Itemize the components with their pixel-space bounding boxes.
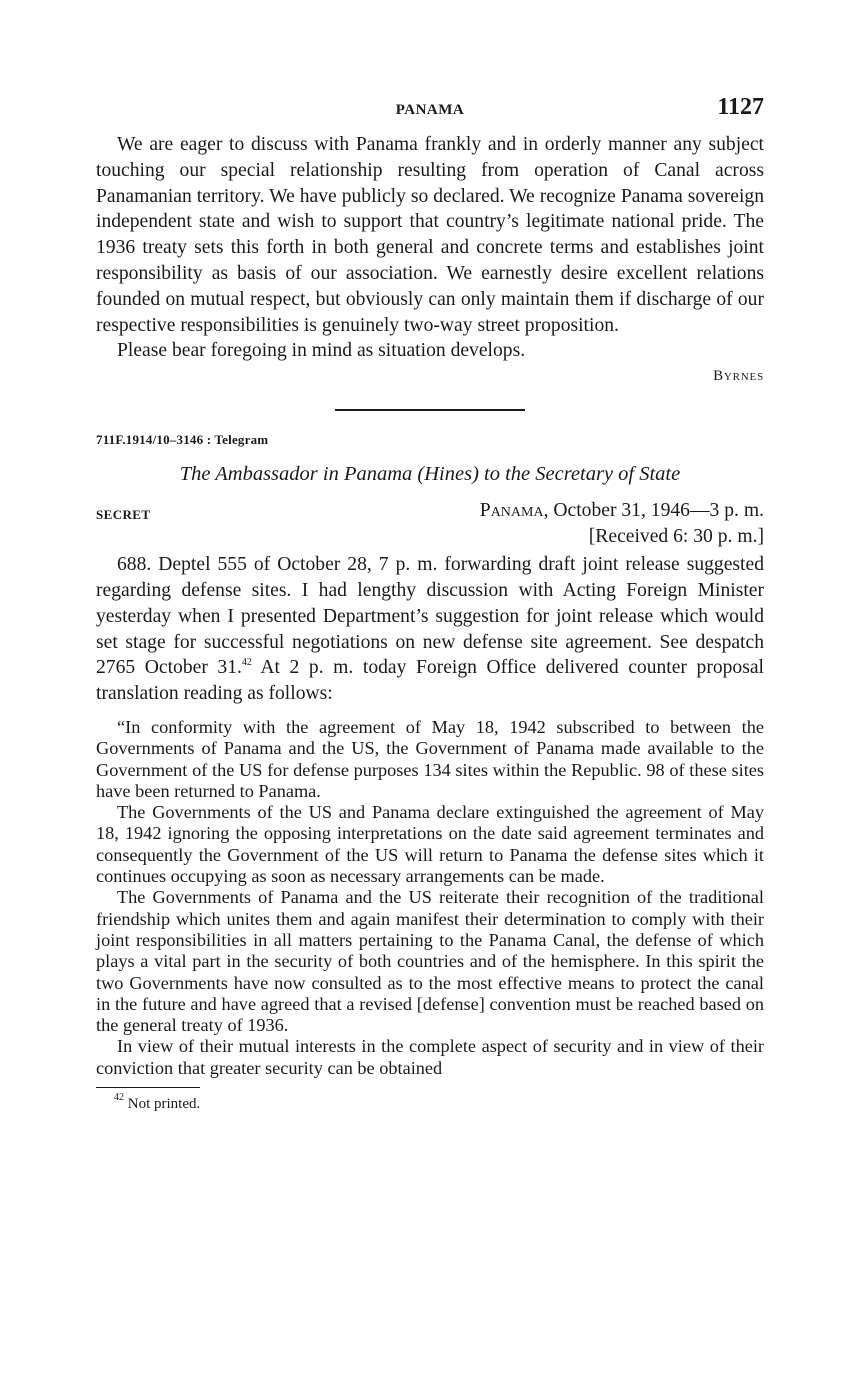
- telegram-text-part-2: At 2 p. m. today Foreign Office delivered counter proposal translation reading as follows:: [96, 657, 764, 705]
- quote-paragraph-4: In view of their mutual interests in the complete aspect of security and in view of their conviction that greater security can be obtained: [96, 1036, 764, 1078]
- footnote-divider: [96, 1087, 200, 1088]
- dateline-place: Panama,: [479, 500, 549, 522]
- telegram-paragraph: [96, 552, 764, 707]
- signature: Byrnes: [713, 368, 764, 385]
- quote-paragraph-2: The Governments of the US and Panama declare extinguished the agreement of May 18, 1942 ignoring the opposing interpretations on the date said agreement terminates and consequently the Government of the US will return to Panama the defense sites which it continues occupying as soon as necessary arrangements can be made.: [96, 802, 764, 887]
- document-page: [96, 92, 764, 1113]
- telegram-text-part-1: 688. Deptel 555 of October 28, 7 p. m. forwarding draft joint release suggested regarding defense sites. I had lengthy discussion with Acting Foreign Minister yesterday when I presented Department’s suggestion for joint release which would set stage for successful negotiations on new defense site agreement. See despatch 2765 October 31.: [96, 554, 764, 679]
- dateline-date: October 31, 1946—3 p. m.: [548, 500, 764, 522]
- received-time: [Received 6: 30 p. m.]: [588, 526, 764, 548]
- quoted-proposal: [96, 717, 764, 1079]
- footnote: [96, 1092, 764, 1113]
- page-number: 1127: [717, 94, 764, 120]
- running-header: [96, 92, 764, 132]
- section-divider: [335, 409, 525, 411]
- continuation-paragraph: We are eager to discuss with Panama frankly and in orderly manner any subject touching our special relationship resulting from operation of Canal across Panamanian territory. We have publicly so declared. We recognize Panama sovereign independent state and wish to support that country’s legitimate national pride. The 1936 treaty sets this forth in both general and concrete terms and establishes joint responsibility as basis of our association. We earnestly desire excellent relations founded on mutual respect, but obviously can only maintain them if discharge of our respective responsibilities is genuinely two-way street proposition.: [96, 134, 764, 336]
- footnote-text: Not printed.: [124, 1096, 201, 1112]
- running-title: PANAMA: [395, 102, 465, 118]
- footnote-reference: 42: [241, 657, 252, 669]
- classification-label: SECRET: [96, 507, 151, 523]
- continuation-closing-line: Please bear foregoing in mind as situation develops.: [117, 340, 526, 362]
- dateline-block: [96, 498, 764, 552]
- file-reference: 711F.1914/10–3146 : Telegram: [96, 432, 269, 448]
- quote-paragraph-1: “In conformity with the agreement of May 18, 1942 subscribed to between the Governments of Panama and the US, the Government of Panama made available to the Government of the US for defense purposes 134 sites within the Republic. 98 of these sites have been returned to Panama.: [96, 716, 764, 801]
- dateline: [480, 498, 764, 524]
- document-title: The Ambassador in Panama (Hines) to the Secretary of State: [179, 463, 681, 486]
- quote-paragraph-3: The Governments of Panama and the US reiterate their recognition of the traditional friendship which unites them and again manifest their determination to comply with their joint responsibilities in all matters pertaining to the Panama Canal, the defense of which plays a vital part in the security of both countries and of the hemisphere. In this spirit the two Governments have now consulted as to the most effective means to protect the canal in the future and have agreed that a revised [defense] convention must be reached based on the general treaty of 1936.: [96, 887, 764, 1036]
- footnote-marker: 42: [114, 1092, 124, 1103]
